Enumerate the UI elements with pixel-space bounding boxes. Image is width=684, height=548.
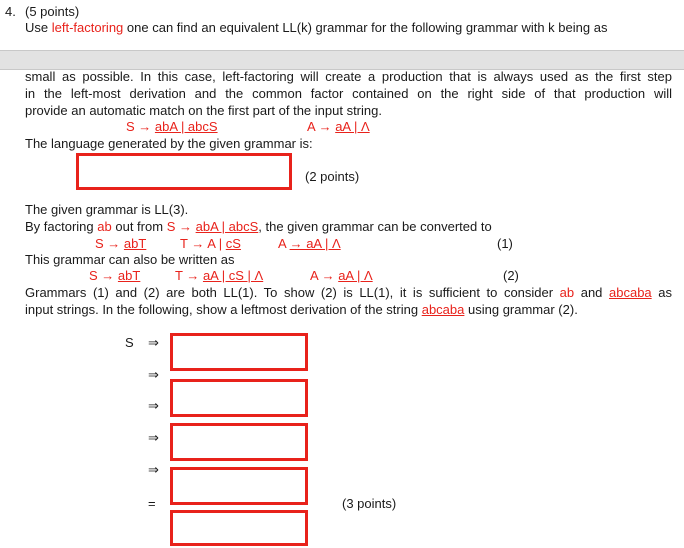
g1-s-rhs: abT	[123, 236, 147, 251]
g2-a-production	[310, 268, 373, 284]
original-s-production	[126, 119, 218, 135]
paragraph-line-2: in the left-most derivation and the common factor contained on the right side of that production will	[25, 86, 672, 101]
factoring-ab: ab	[97, 219, 112, 234]
factoring-p2: out from	[115, 219, 164, 234]
g1-a-production	[278, 236, 341, 252]
factoring-p3: , the given grammar can be converted to	[258, 219, 492, 234]
paragraph-line-1: small as possible. In this case, left-factoring will create a production that is always used as the first step	[25, 69, 672, 84]
g2-t-production	[175, 268, 263, 284]
g1-t-production	[180, 236, 241, 252]
g1-a-rhs: → aA | Λ	[289, 236, 341, 251]
also-written: This grammar can also be written as	[25, 252, 235, 267]
g1-s-production	[95, 236, 146, 252]
question-intro	[25, 20, 607, 36]
g1-label: (1)	[497, 236, 513, 251]
g2-t-lhs: T →	[175, 268, 200, 283]
g1-s-lhs: S →	[95, 236, 121, 251]
derivation-points: (3 points)	[342, 496, 397, 511]
g1-a-lhs: A	[278, 236, 286, 251]
ll1-ab: ab	[559, 285, 575, 300]
intro-rest: one can find an equivalent LL(k) grammar for the following grammar with k being as	[126, 20, 608, 35]
derivation-box-3[interactable]	[170, 423, 308, 461]
derivation-arrow-2: ⇒	[148, 367, 159, 382]
g2-label: (2)	[503, 268, 519, 283]
original-s-lhs: S →	[126, 119, 152, 134]
ll1-line-2	[25, 302, 578, 318]
ll1-line-1	[25, 285, 672, 301]
original-a-lhs: A →	[307, 119, 332, 134]
g2-s-rhs: abT	[117, 268, 141, 283]
derivation-arrow-5: ⇒	[148, 462, 159, 477]
original-s-rhs: abA | abcS	[154, 119, 218, 134]
derivation-arrow-1: ⇒	[148, 335, 159, 350]
original-a-rhs: aA | Λ	[335, 119, 370, 134]
g2-s-lhs: S →	[89, 268, 115, 283]
derivation-start: S	[125, 335, 134, 350]
language-question: The language generated by the given grammar is:	[25, 136, 313, 151]
g2-s-production	[89, 268, 140, 284]
g2-a-rhs: aA | Λ	[338, 268, 373, 283]
derivation-box-4[interactable]	[170, 467, 308, 505]
g2-a-lhs: A →	[310, 268, 335, 283]
g1-t-rhs: cS	[225, 236, 241, 251]
factoring-sentence	[25, 219, 492, 235]
question-number: 4.	[5, 4, 16, 19]
ll1-l2-text: input strings. In the following, show a leftmost derivation of the string	[25, 302, 419, 317]
derivation-box-2[interactable]	[170, 379, 308, 417]
ll1-l2-end: using grammar (2).	[468, 302, 578, 317]
ll3-statement: The given grammar is LL(3).	[25, 202, 189, 217]
derivation-equals: =	[148, 496, 156, 511]
intro-term: left-factoring	[51, 20, 124, 35]
ll1-abcaba: abcaba	[609, 285, 652, 300]
language-points: (2 points)	[305, 169, 360, 184]
factoring-s-arrow: S →	[166, 219, 192, 234]
g1-t-lhs: T → A |	[180, 236, 223, 251]
paragraph-line-3: provide an automatic match on the first part of the input string.	[25, 103, 382, 118]
derivation-arrow-3: ⇒	[148, 398, 159, 413]
g2-t-rhs: aA | cS | Λ	[202, 268, 264, 283]
ll1-as: as	[658, 285, 672, 300]
derivation-arrow-4: ⇒	[148, 430, 159, 445]
language-answer-box[interactable]	[76, 153, 292, 190]
page-separator	[0, 50, 684, 70]
derivation-box-1[interactable]	[170, 333, 308, 371]
ll1-and: and	[580, 285, 603, 300]
factoring-p1: By factoring	[25, 219, 94, 234]
ll1-abcaba-2: abcaba	[421, 302, 465, 317]
intro-use: Use	[25, 20, 49, 35]
derivation-box-5[interactable]	[170, 510, 308, 546]
factoring-s-rhs: abA | abcS	[195, 219, 259, 234]
question-points: (5 points)	[25, 4, 80, 19]
ll1-l1-text: Grammars (1) and (2) are both LL(1). To show (2) is LL(1), it is sufficient to consider	[25, 285, 554, 300]
original-a-production	[307, 119, 370, 135]
